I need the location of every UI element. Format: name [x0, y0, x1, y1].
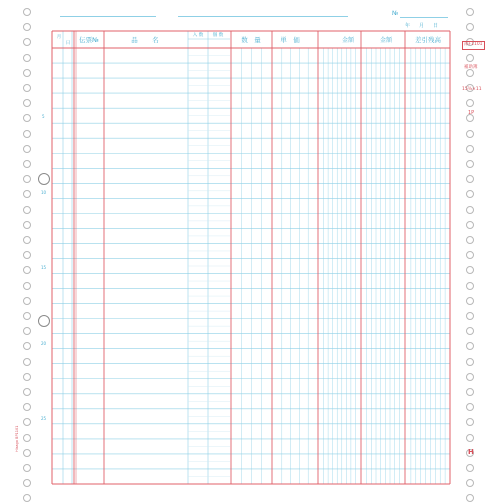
balance-header: 差引残高 — [415, 36, 441, 44]
form-title: 補助簿 — [464, 65, 478, 70]
slip-no-header: 伝票№ — [79, 36, 99, 44]
row-number-10: 10 — [41, 190, 47, 195]
pack-count-header: 個 数 — [212, 33, 224, 38]
day-header: 日 — [65, 41, 71, 46]
date-label: 年 月 日 — [405, 23, 441, 29]
row-number-20: 20 — [41, 341, 47, 346]
quantity-header: 数 量 — [241, 36, 261, 44]
in-qty-header: 入 数 — [192, 33, 204, 38]
form-code-box: 部F1101 — [462, 41, 485, 50]
amount-header-1: 金額 — [341, 37, 355, 44]
form-size: 15⅜×11 — [462, 87, 482, 92]
month-header: 月 — [56, 35, 62, 40]
hisago-logo: H — [468, 448, 474, 456]
row-number-15: 15 — [41, 265, 47, 270]
unit-price-header: 単 価 — [280, 36, 300, 44]
row-number-5: 5 — [42, 114, 45, 119]
row-number-25: 25 — [41, 416, 47, 421]
ledger-no-label: № — [392, 10, 399, 17]
item-name-header: 品 名 — [131, 36, 163, 44]
form-ply: 1P — [468, 110, 475, 116]
brand-imprint: Hisago BP1101 — [15, 425, 19, 452]
amount-header-2: 金額 — [379, 37, 393, 44]
